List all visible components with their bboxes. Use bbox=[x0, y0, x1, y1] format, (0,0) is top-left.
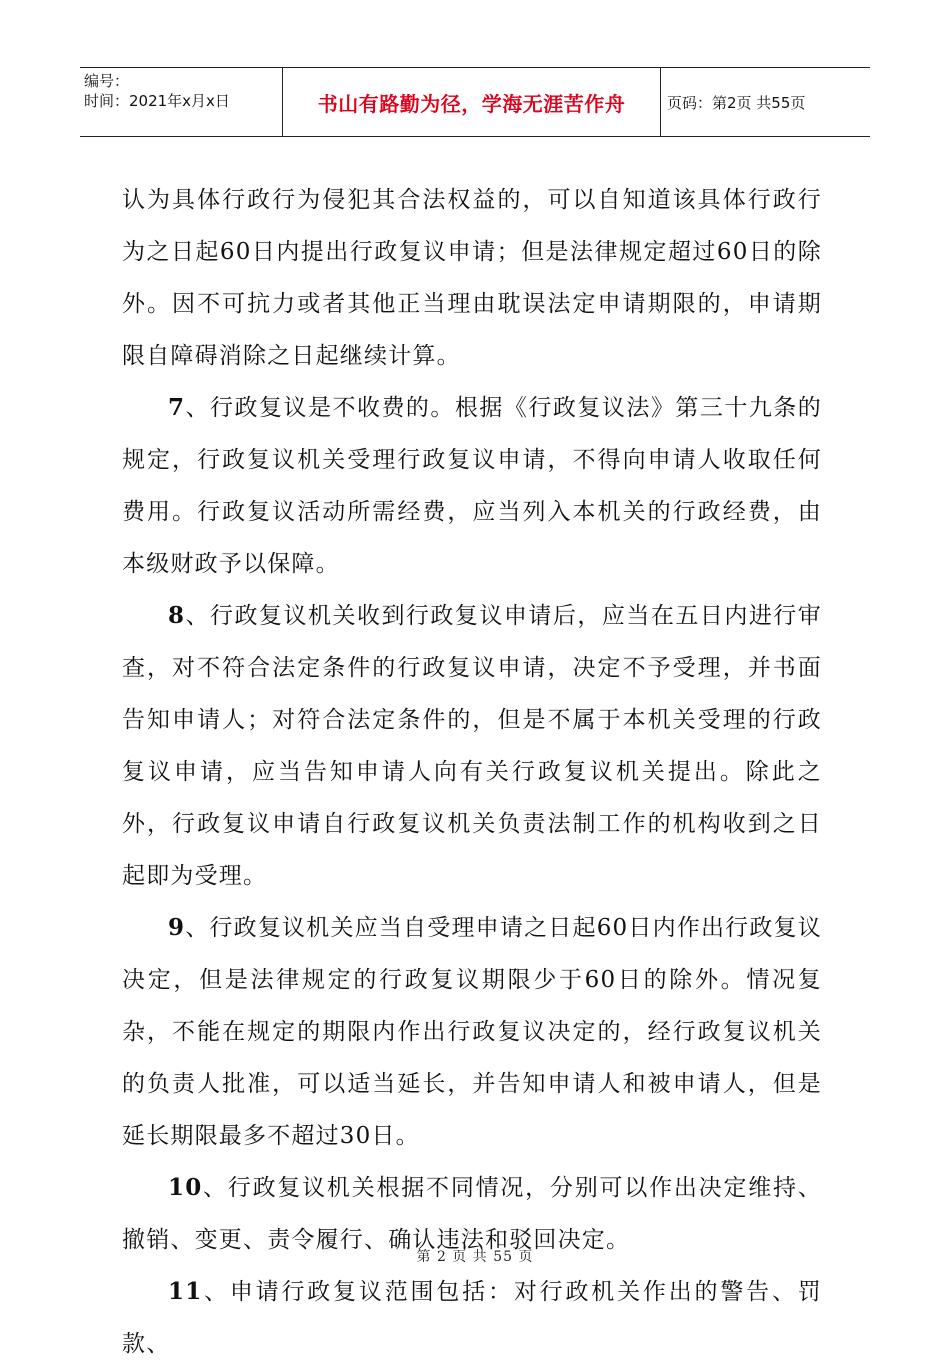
page-header bbox=[80, 67, 870, 137]
item-number: 7 bbox=[168, 394, 186, 421]
footer-page-number: 第 2 页 共 55 页 bbox=[416, 1249, 534, 1265]
paragraph-text: 、行政复议是不收费的。根据《行政复议法》第三十九条的规定，行政复议机关受理行政复议申请，不得向申请人收取任何费用。行政复议活动所需经费，应当列入本机关的行政经费，由本级财政予以保障。 bbox=[122, 395, 822, 577]
number-label: 编号： bbox=[84, 72, 130, 90]
paragraph-text: 、申请行政复议范围包括：对行政机关作出的警告、罚款、 bbox=[122, 1279, 822, 1357]
time-label: 时间：2021年x月x日 bbox=[84, 92, 230, 110]
paragraph-text: 、行政复议机关应当自受理申请之日起60日内作出行政复议决定，但是法律规定的行政复议期限少于60日的除外。情况复杂，不能在规定的期限内作出行政复议决定的，经行政复议机关的负责人批准，可以适当延长，并告知申请人和被申请人，但是延长期限最多不超过30日。 bbox=[122, 915, 822, 1149]
page-info: 页码：第2页 共55页 bbox=[667, 93, 806, 112]
paragraph-continued bbox=[122, 174, 822, 382]
paragraph-item-11 bbox=[122, 1266, 822, 1370]
item-number: 9 bbox=[168, 914, 186, 941]
paragraph-item-9 bbox=[122, 902, 822, 1162]
item-number: 8 bbox=[168, 602, 186, 629]
document-body bbox=[122, 174, 822, 1370]
paragraph-text: 、行政复议机关收到行政复议申请后，应当在五日内进行审查，对不符合法定条件的行政复议申请，决定不予受理，并书面告知申请人；对符合法定条件的，但是不属于本机关受理的行政复议申请，应当告知申请人向有关行政复议机关提出。除此之外，行政复议申请自行政复议机关负责法制工作的机构收到之日起即为受理。 bbox=[122, 603, 822, 889]
paragraph-item-8 bbox=[122, 590, 822, 902]
header-motto-cell bbox=[283, 68, 661, 136]
motto-text: 书山有路勤为径，学海无涯苦作舟 bbox=[317, 91, 626, 116]
page-footer bbox=[0, 1246, 950, 1266]
header-page-cell bbox=[661, 68, 870, 136]
paragraph-text: 认为具体行政行为侵犯其合法权益的，可以自知道该具体行政行为之日起60日内提出行政复议申请；但是法律规定超过60日的除外。因不可抗力或者其他正当理由耽误法定申请期限的，申请期限自障碍消除之日起继续计算。 bbox=[122, 187, 822, 369]
item-number: 11 bbox=[168, 1278, 203, 1305]
paragraph-item-7 bbox=[122, 382, 822, 590]
paragraph-text: 、行政复议机关根据不同情况，分别可以作出决定维持、撤销、变更、责令履行、确认违法和驳回决定。 bbox=[122, 1175, 822, 1253]
item-number: 10 bbox=[168, 1174, 203, 1201]
header-meta-cell bbox=[80, 68, 283, 136]
